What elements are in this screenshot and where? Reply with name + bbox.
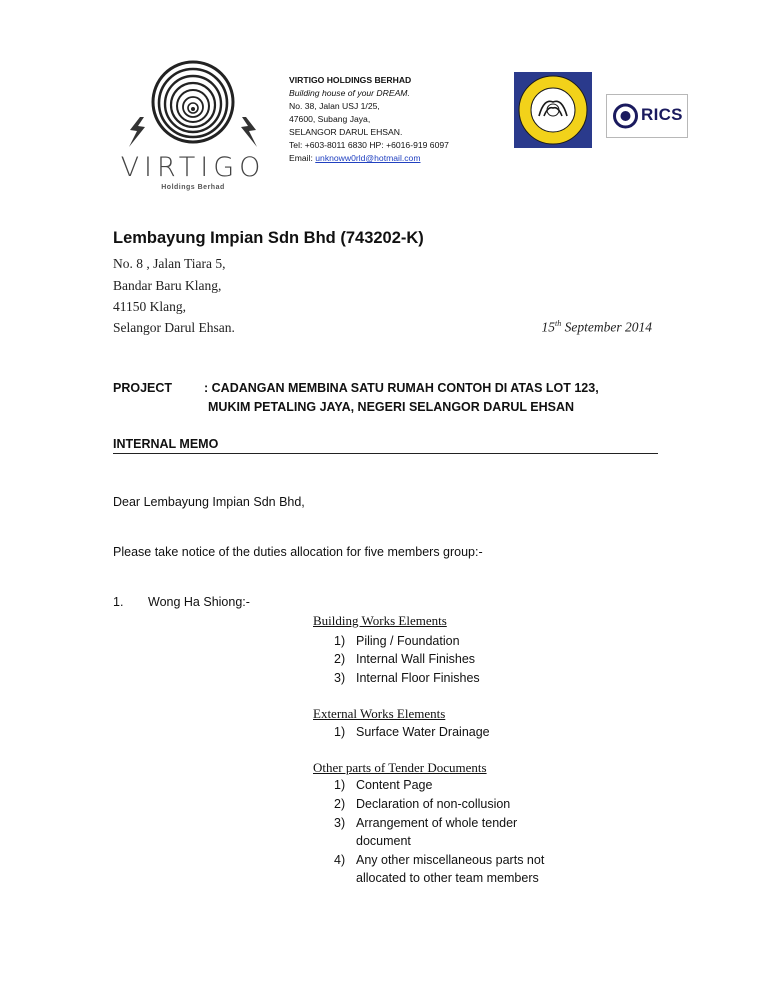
- surveyors-seal-icon: [514, 72, 592, 148]
- notice-text: Please take notice of the duties allocation for five members group:-: [113, 545, 483, 559]
- list-item: 1) Piling / Foundation: [334, 634, 460, 648]
- addressee-line-4: Selangor Darul Ehsan.: [113, 320, 235, 335]
- addressee-line-1: No. 8 , Jalan Tiara 5,: [113, 256, 226, 271]
- company-address-3: SELANGOR DARUL EHSAN.: [289, 127, 403, 137]
- salutation: Dear Lembayung Impian Sdn Bhd,: [113, 495, 305, 509]
- list-item: 1) Surface Water Drainage: [334, 725, 490, 739]
- swirl-logo-icon: [148, 60, 238, 150]
- external-works-heading: External Works Elements: [313, 706, 446, 721]
- left-bolt-icon: [126, 116, 148, 148]
- date-day: 15: [541, 319, 556, 335]
- company-phone: Tel: +603-8011 6830 HP: +6016-919 6097: [289, 140, 449, 150]
- company-address-1: No. 38, Jalan USJ 1/25,: [289, 101, 380, 111]
- date-suffix: th: [555, 319, 562, 328]
- addressee-line-2: Bandar Baru Klang,: [113, 278, 222, 293]
- memo-divider: [113, 453, 658, 454]
- virtigo-logo: [118, 60, 268, 195]
- list-item: 2) Internal Wall Finishes: [334, 652, 476, 666]
- member-number: 1.: [113, 595, 124, 609]
- addressee-line-3: 41150 Klang,: [113, 299, 186, 314]
- addressee-name: Lembayung Impian Sdn Bhd (743202-K): [113, 229, 424, 247]
- list-item: 2) Declaration of non-collusion: [334, 797, 511, 811]
- list-item: 4) Any other miscellaneous parts not: [334, 853, 545, 867]
- email-label: Email:: [289, 153, 316, 163]
- list-item: 3) Internal Floor Finishes: [334, 671, 480, 685]
- project-label: PROJECT: [113, 381, 173, 395]
- building-works-heading: Building Works Elements: [313, 613, 447, 628]
- email-link[interactable]: unknoww0rld@hotmail.com: [315, 153, 421, 163]
- rics-emblem-icon: [612, 102, 639, 130]
- date-rest: September 2014: [561, 319, 652, 335]
- list-item-continuation: allocated to other team members: [356, 871, 539, 885]
- list-item: 3) Arrangement of whole tender: [334, 816, 518, 830]
- logo-wordmark: VIRTIGO: [120, 152, 266, 183]
- company-email-row: [289, 152, 449, 165]
- other-parts-heading: Other parts of Tender Documents: [313, 760, 487, 775]
- logo-subtitle: Holdings Berhad: [161, 184, 225, 191]
- company-name: VIRTIGO HOLDINGS BERHAD: [289, 75, 412, 85]
- project-line-2: MUKIM PETALING JAYA, NEGERI SELANGOR DARUL EHSAN: [208, 400, 575, 414]
- right-bolt-icon: [238, 116, 260, 148]
- company-tagline: Building house of your DREAM.: [289, 88, 410, 98]
- list-item: 1) Content Page: [334, 778, 433, 792]
- list-item-continuation: document: [356, 834, 411, 848]
- project-line-1: : CADANGAN MEMBINA SATU RUMAH CONTOH DI ATAS LOT 123,: [204, 381, 599, 395]
- rics-label: RICS: [641, 105, 683, 124]
- member-name: Wong Ha Shiong:-: [148, 595, 250, 609]
- company-info: [289, 74, 449, 165]
- letter-date: [542, 319, 652, 336]
- rics-badge: [606, 94, 688, 138]
- memo-heading: INTERNAL MEMO: [113, 437, 219, 451]
- company-address-2: 47600, Subang Jaya,: [289, 114, 371, 124]
